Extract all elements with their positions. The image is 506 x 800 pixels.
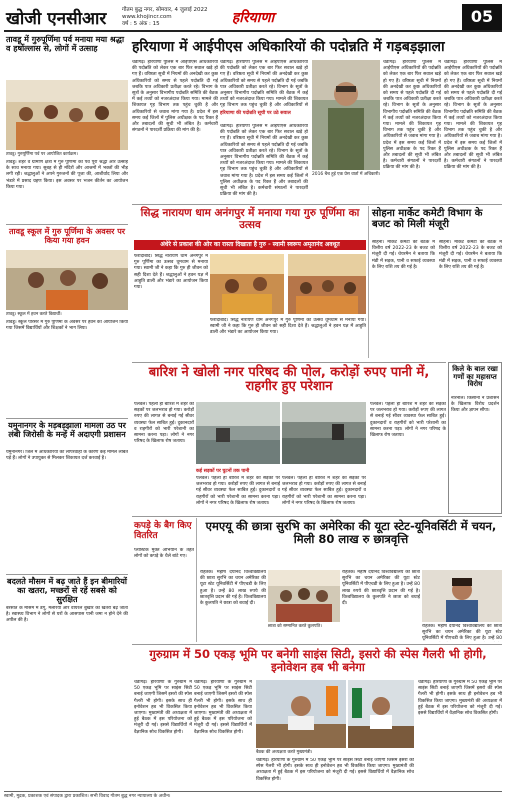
rain-body-col3: पलवल। पहली ही बारिश में शहर की सड़कों पर जलभराव हो गया। करोड़ों रुपए की लागत से बनाई गई सीवर व्यवस्था फेल साबित हुई। दुकानदारों व राहगीरों को भारी परेशानी का सामना करना पड़ा। लोगों ने नगर परिषद के खिलाफ रोष जताया। [282,476,366,506]
hawan-headline: तावडू स्कूल में गुरु पूर्णिमा के अवसर पर किया गया हवन [8,227,126,245]
side-body: नारनौल। किसानों ने प्रशासन के खिलाफ विरोध प्रदर्शन किया और ज्ञापन सौंपा। [451,396,499,414]
yamuna-body: यमुनानगर। जिले में अधिकारियों की लापरवाही के कारण कई मामले लंबित पड़े हैं। लोगों ने उपायुक्त से मिलकर शिकायत दर्ज करवाई है। [6,450,128,462]
clothes-headline: कपड़े के बैग किए वितरित [134,521,192,541]
rain-photo-2 [282,402,366,464]
weather-headline: बदलते मौसम में बढ़ जाते हैं इन बीमारियों का खतरा, मच्छरों से रहें सबसे को सुरक्षित [7,577,127,604]
weather-body: बरसात के मौसम में डेंगू, मलेरिया और वायरल बुखार का खतरा बढ़ जाता है। स्वास्थ्य विभाग ने लोगों से घरों के आसपास पानी जमा न होने देने की अपील की है। [6,606,128,624]
hawan-photo [6,250,128,310]
divider [132,204,502,205]
market-body-col2: सोहना। मार्केट कमेटी की बैठक में वित्तीय वर्ष 2022-23 के बजट को मंजूरी दी गई। चेयरमैन ने बताया कि मंडी में सड़क, पानी व सफाई व्यवस्था के लिए राशि तय की गई है। [439,240,502,270]
page-number: 05 [462,4,502,30]
guru-caption: तावडू। गुरुपूर्णिमा पर्व पर आयोजित कार्यक्रम। [6,152,78,157]
masthead-date: गौतम बुद्ध नगर, सोमवार, 4 जुलाई 2022 [122,7,208,13]
officer-photo [312,60,380,170]
siddh-body-col2: फरीदाबाद। सिद्ध नारायण धाम अनंगपुर में गुरु पूर्णिमा का उत्सव धूमधाम से मनाया गया। स्वामी जी ने कहा कि गुरु ही जीवन को सही दिशा देते हैं। श्रद्धालुओं ने हवन यज्ञ में आहुति डाली और भंडारे का आयोजन किया गया। [210,318,366,336]
masthead-issue: वर्ष : 5 अंक : 15 [122,21,160,27]
rain-body-col2: पलवल। पहली ही बारिश में शहर की सड़कों पर जलभराव हो गया। करोड़ों रुपए की लागत से बनाई गई सीवर व्यवस्था फेल साबित हुई। दुकानदारों व राहगीरों को भारी परेशानी का सामना करना पड़ा। लोगों ने नगर परिषद के खिलाफ रोष जताया। [196,476,280,506]
rain-photo-1 [196,402,280,464]
surabhi-portrait [422,570,502,622]
divider [6,574,128,575]
lead-headline: हरियाणा में आईपीएस अधिकारियों की पदोन्नति में गड़बड़झाला [132,39,445,55]
surabhi-caption: छात्रा को सम्मानित करते कुलपति। [268,624,322,629]
hawan-body: तावडू। स्कूल परिसर में गुरु पूर्णिमा के अवसर पर हवन का आयोजन किया गया जिसमें विद्यार्थियों और शिक्षकों ने भाग लिया। [6,320,128,332]
divider [132,362,446,363]
surabhi-body-col2: रोहतक। महर्षि दयानंद विश्वविद्यालय की छात्रा सुरभि का चयन अमेरिका की यूटा स्टेट यूनिवर्सिटी में पीएचडी के लिए हुआ है। उन्हें 80 लाख रुपये की छात्रवृत्ति प्रदान की गई है। विश्वविद्यालय के कुलपति ने छात्रा को बधाई दी। [342,570,420,607]
clothes-body: प्लास्टिक मुक्त अभियान के तहत लोगों को कपड़े के थैले बांटे गए। [134,548,194,560]
siddh-photo-2 [288,254,366,314]
guru-headline: तावडू में गुरुपूर्णिमा पर्व मनाया मया श्रद्धा व हर्षोल्लास से, लोगों में उत्साह [6,35,125,53]
surabhi-body-col1: रोहतक। महर्षि दयानंद विश्वविद्यालय की छात्रा सुरभि का चयन अमेरिका की यूटा स्टेट यूनिवर्सिटी में पीएचडी के लिए हुआ है। उन्हें 80 लाख रुपये की छात्रवृत्ति प्रदान की गई है। विश्वविद्यालय के कुलपति ने छात्रा को बधाई दी। [200,570,266,607]
lead-body-col3: चंडीगढ़। हरियाणा पुलिस में आईपीएस अधिकारियों की पदोन्नति को लेकर एक बार फिर सवाल खड़े हो गए हैं। वरिष्ठता सूची में नियमों की अनदेखी कर कुछ अधिकारियों को समय से पहले पदोन्नति दी गई जबकि पात्र अधिकारी प्रतीक्षा करते रहे। विभाग के सूत्रों के अनुसार विभागीय पदोन्नति समिति की बैठक में कई तथ्यों को नजरअंदाज किया गया। मामले की शिकायत गृह विभाग तक पहुंच चुकी है और अधिकारियों से जवाब मांगा गया है। प्रदेश में इस समय कई जिलों में पुलिस अधीक्षक के पद रिक्त हैं और तबादलों की सूची भी लंबित है। कर्मचारी संगठनों ने पारदर्शी प्रक्रिया की मांग की है। [220,124,308,198]
masthead [4,4,502,32]
science-caption: बैठक की अध्यक्षता करते मुख्यमंत्री। [256,750,313,755]
surabhi-body-col3: रोहतक। महर्षि दयानंद विश्वविद्यालय की छात्रा सुरभि का चयन अमेरिका की यूटा स्टेट यूनिवर्सिटी में पीएचडी के लिए हुआ है। उन्हें 80 [422,624,502,642]
science-body-col3: चंडीगढ़। हरियाणा के गुरुग्राम में 50 एकड़ भूमि पर साइंस सिटी बनाई जाएगी जिसमें इसरो की स्पेस गैलरी भी होगी। इसके साथ ही इनोवेशन हब भी विकसित किया जाएगा। मुख्यमंत्री की अध्यक्षता में हुई बैठक में इस परियोजना को मंजूरी दी गई। इससे विद्यार्थियों में वैज्ञानिक सोच विकसित होगी। [256,758,414,782]
divider [132,644,502,645]
guru-body: तावडू। शहर व ग्रामीण क्षेत्रों में गुरु पूर्णिमा का पर्व पूरी श्रद्धा और उत्साह के साथ मनाया गया। सुबह से ही मंदिरों और आश्रमों में भक्तों की भीड़ लगी रही। श्रद्धालुओं ने अपने गुरुजनों की पूजा की, आशीर्वाद लिया और भंडारे में प्रसाद ग्रहण किया। इस अवसर पर भजन कीर्तन का आयोजन किया गया। [6,160,128,190]
lead-subhead: हरियाणा की पदोन्नति सूची पर उठे सवाल [220,111,291,116]
siddh-body-col1: फरीदाबाद। सिद्ध नारायण धाम अनंगपुर में गुरु पूर्णिमा का उत्सव धूमधाम से मनाया गया। स्वामी जी ने कहा कि गुरु ही जीवन को सही दिशा देते हैं। श्रद्धालुओं ने हवन यज्ञ में आहुति डाली और भंडारे का आयोजन किया गया। [134,254,208,291]
lead-body-col4: चंडीगढ़। हरियाणा पुलिस में आईपीएस अधिकारियों की पदोन्नति को लेकर एक बार फिर सवाल खड़े हो गए हैं। वरिष्ठता सूची में नियमों की अनदेखी कर कुछ अधिकारियों को समय से पहले पदोन्नति दी गई जबकि पात्र अधिकारी प्रतीक्षा करते रहे। विभाग के सूत्रों के अनुसार विभागीय पदोन्नति समिति की बैठक में कई तथ्यों को नजरअंदाज किया गया। मामले की शिकायत गृह विभाग तक पहुंच चुकी है और अधिकारियों से जवाब मांगा गया है। प्रदेश में इस समय कई जिलों में पुलिस अधीक्षक के पद रिक्त हैं और तबादलों की सूची भी लंबित है। कर्मचारी संगठनों ने पारदर्शी प्रक्रिया की मांग की है। [383,60,441,170]
footer-imprint: स्वामी, मुद्रक, प्रकाशक एवं संपादक द्वारा प्रकाशित। सभी विवाद गौतम बुद्ध नगर न्यायालय के अधीन। [4,791,502,799]
divider [132,516,502,517]
yamuna-headline: यमुनानगर के मड़बड़झाला मामला उठ पर लंबी जिरोसी के मन्हें में अदाएगी प्रशासन [8,421,126,439]
rain-body-col1: पलवल। पहली ही बारिश में शहर की सड़कों पर जलभराव हो गया। करोड़ों रुपए की लागत से बनाई गई सीवर व्यवस्था फेल साबित हुई। दुकानदारों व राहगीरों को भारी परेशानी का सामना करना पड़ा। लोगों ने नगर परिषद के खिलाफ रोष जताया। [134,402,194,445]
divider [6,418,128,419]
divider [196,518,197,642]
divider [368,206,369,358]
lead-body-col2: चंडीगढ़। हरियाणा पुलिस में आईपीएस अधिकारियों की पदोन्नति को लेकर एक बार फिर सवाल खड़े हो गए हैं। वरिष्ठता सूची में नियमों की अनदेखी कर कुछ अधिकारियों को समय से पहले पदोन्नति दी गई जबकि पात्र अधिकारी प्रतीक्षा करते रहे। विभाग के सूत्रों के अनुसार विभागीय पदोन्नति समिति की बैठक में कई तथ्यों को नजरअंदाज किया गया। मामले की शिकायत गृह विभाग तक पहुंच चुकी है और अधिकारियों से [220,60,308,108]
section-title: हरियाणा [231,10,275,26]
science-body-col4: चंडीगढ़। हरियाणा के गुरुग्राम में 50 एकड़ भूमि पर साइंस सिटी बनाई जाएगी जिसमें इसरो की स्पेस गैलरी भी होगी। इसके साथ ही इनोवेशन हब भी विकसित किया जाएगा। मुख्यमंत्री की अध्यक्षता में हुई बैठक में इस परियोजना को मंजूरी दी गई। इससे विद्यार्थियों में वैज्ञानिक सोच विकसित होगी। [418,680,502,717]
siddh-banner: अंधेरे से प्रकाश की ओर का रास्ता दिखाता है गुरु - स्वामी स्वरूप अमृतानंद अवधूत [134,240,366,250]
lead-body-col5: चंडीगढ़। हरियाणा पुलिस में आईपीएस अधिकारियों की पदोन्नति को लेकर एक बार फिर सवाल खड़े हो गए हैं। वरिष्ठता सूची में नियमों की अनदेखी कर कुछ अधिकारियों को समय से पहले पदोन्नति दी गई जबकि पात्र अधिकारी प्रतीक्षा करते रहे। विभाग के सूत्रों के अनुसार विभागीय पदोन्नति समिति की बैठक में कई तथ्यों को नजरअंदाज किया गया। मामले की शिकायत गृह विभाग तक पहुंच चुकी है और अधिकारियों से जवाब मांगा गया है। प्रदेश में इस समय कई जिलों में पुलिस अधीक्षक के पद रिक्त हैं और तबादलों की सूची भी लंबित है। कर्मचारी संगठनों ने पारदर्शी प्रक्रिया की मांग की है। [444,60,502,171]
science-headline: गुरुग्राम में 50 एकड़ भूमि पर बनेगी साइंस सिटी, इसरो की स्पेस गैलरी भी होगी, इनोवेशन हब भी बनेगा [149,647,487,674]
surabhi-headline: एमएयू की छात्रा सुरभि का अमेरिका की यूटा स्टेट-यूनिवर्सिटी में चयन, मिली 80 लाख रु छात्रवृत्ति [205,519,497,546]
newspaper-logo: खोजी एनसीआर [6,9,107,29]
side-headline: किले के बाल रखा गणों का महासप्त विरोध [452,365,498,389]
science-photo-1 [256,680,346,748]
science-body-col1: चंडीगढ़। हरियाणा के गुरुग्राम में 50 एकड़ भूमि पर साइंस सिटी बनाई जाएगी जिसमें इसरो की स्पेस गैलरी भी होगी। इसके साथ ही इनोवेशन हब भी विकसित किया जाएगा। मुख्यमंत्री की अध्यक्षता में हुई बैठक में इस परियोजना को मंजूरी दी गई। इससे विद्यार्थियों में वैज्ञानिक सोच विकसित होगी। [134,680,192,735]
siddh-headline: सिद्ध नारायण धाम अनंगपुर में मनाया गया गुरु पूर्णिमा का उत्सव [140,207,360,231]
rain-subhead: कई सड़कों पर घुटनों तक पानी [196,469,250,474]
siddh-photo-1 [210,254,284,314]
masthead-site: www.khojincr.com [122,14,172,20]
science-photo-2 [348,680,414,748]
rain-body-col4: पलवल। पहली ही बारिश में शहर की सड़कों पर जलभराव हो गया। करोड़ों रुपए की लागत से बनाई गई सीवर व्यवस्था फेल साबित हुई। दुकानदारों व राहगीरों को भारी परेशानी का सामना करना पड़ा। लोगों ने नगर परिषद के खिलाफ रोष जताया। [370,402,446,439]
lead-caption: 2016 बैच हुई एक प्रेस वार्ता में अधिकारी। [312,172,381,177]
market-body-col1: सोहना। मार्केट कमेटी की बैठक में वित्तीय वर्ष 2022-23 के बजट को मंजूरी दी गई। चेयरमैन ने बताया कि मंडी में सड़क, पानी व सफाई व्यवस्था के लिए राशि तय की गई है। [372,240,435,270]
divider [6,224,128,225]
market-headline: सोहना मार्केट कमेटी विभाग के बजट को मिली मंजूरी [372,208,483,230]
surabhi-photo [268,570,340,622]
science-body-col2: चंडीगढ़। हरियाणा के गुरुग्राम में 50 एकड़ भूमि पर साइंस सिटी बनाई जाएगी जिसमें इसरो की स्पेस गैलरी भी होगी। इसके साथ ही इनोवेशन हब भी विकसित किया जाएगा। मुख्यमंत्री की अध्यक्षता में हुई बैठक में इस परियोजना को मंजूरी दी गई। इससे विद्यार्थियों में वैज्ञानिक सोच विकसित होगी। [194,680,252,735]
guru-event-photo [6,80,128,150]
hawan-caption: तावडू। स्कूल में हवन करते विद्यार्थी। [6,312,62,317]
lead-body-col1: चंडीगढ़। हरियाणा पुलिस में आईपीएस अधिकारियों की पदोन्नति को लेकर एक बार फिर सवाल खड़े हो गए हैं। वरिष्ठता सूची में नियमों की अनदेखी कर कुछ अधिकारियों को समय से पहले पदोन्नति दी गई जबकि पात्र अधिकारी प्रतीक्षा करते रहे। विभाग के सूत्रों के अनुसार विभागीय पदोन्नति समिति की बैठक में कई तथ्यों को नजरअंदाज किया गया। मामले की शिकायत गृह विभाग तक पहुंच चुकी है और अधिकारियों से जवाब मांगा गया है। प्रदेश में इस समय कई जिलों में पुलिस अधीक्षक के पद रिक्त हैं और तबादलों की सूची भी लंबित है। कर्मचारी संगठनों ने पारदर्शी प्रक्रिया की मांग की है। [132,60,218,134]
rain-headline: बारिश ने खोली नगर परिषद की पोल, करोड़ों रुपए पानी में, राहगीर हुए परेशान [148,365,430,395]
